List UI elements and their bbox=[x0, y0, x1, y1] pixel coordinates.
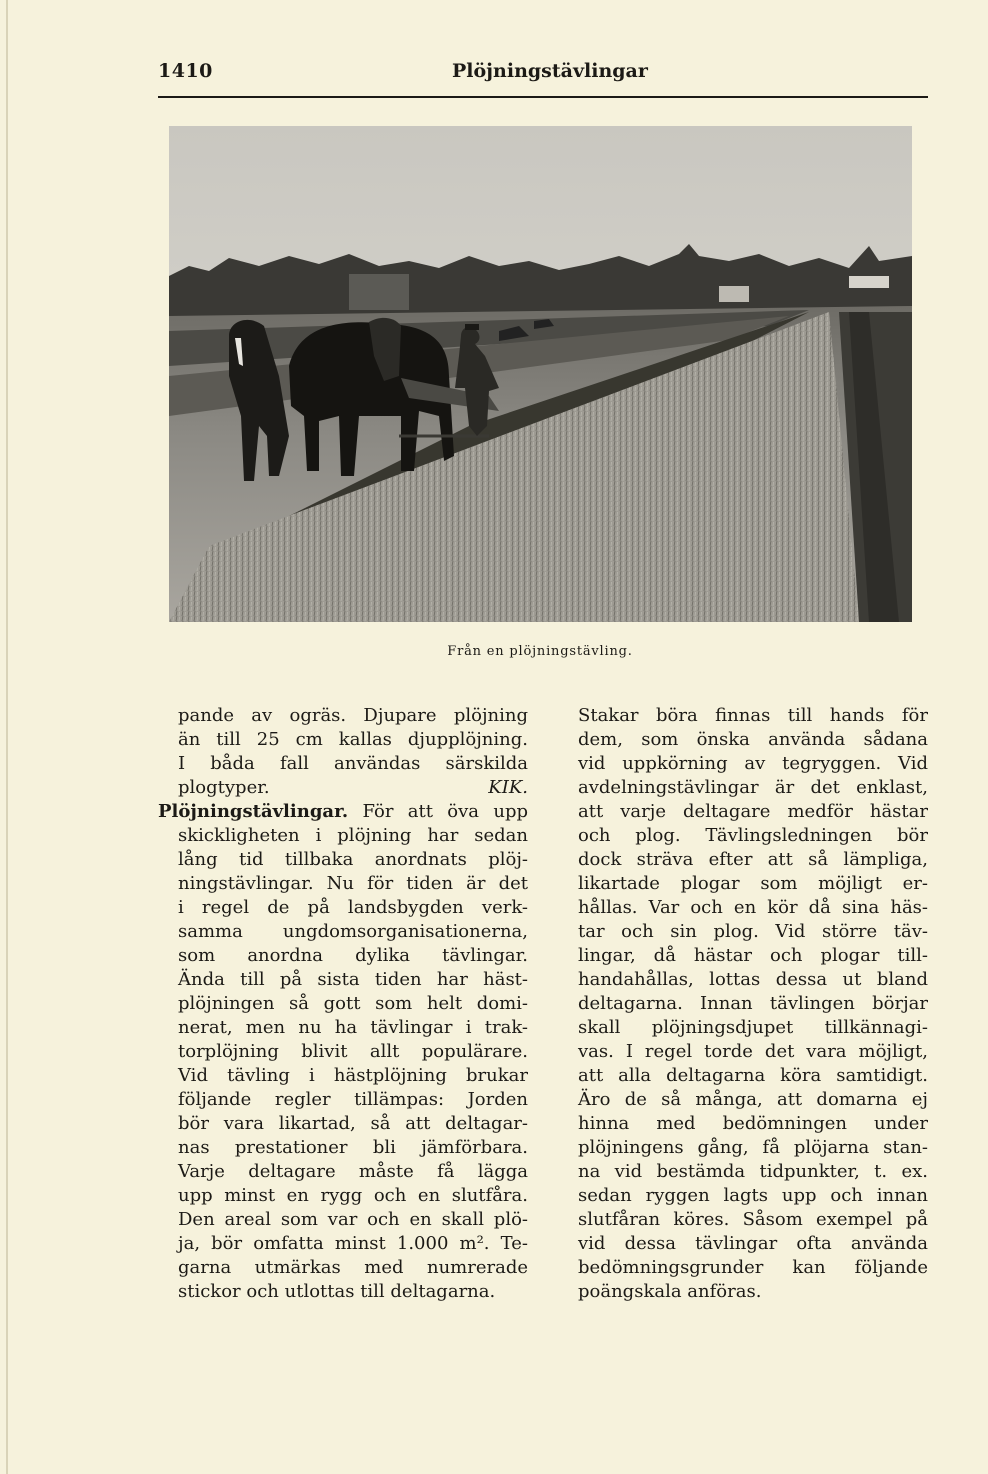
text-line: hinna med bedömningen under bbox=[578, 1113, 928, 1134]
text-line: slutfåran köres. Såsom exempel på bbox=[578, 1209, 928, 1230]
text-line: plöjningen så gott som helt domi- bbox=[178, 993, 528, 1014]
author-signature: KIK. bbox=[488, 777, 528, 798]
text-line: garna utmärkas med numrerade bbox=[178, 1257, 528, 1278]
text-line: avdelningstävlingar är det enklast, bbox=[578, 777, 928, 798]
text-line: Äro de så många, att domarna ej bbox=[578, 1089, 928, 1110]
text-line: skickligheten i plöjning har sedan bbox=[178, 825, 528, 846]
plowing-photo bbox=[169, 126, 912, 622]
text-line: vid uppkörning av tegryggen. Vid bbox=[578, 753, 928, 774]
text-line: följande regler tillämpas: Jorden bbox=[178, 1089, 528, 1110]
text-line: torplöjning blivit allt populärare. bbox=[178, 1041, 528, 1062]
text-line: Stakar böra finnas till hands för bbox=[578, 705, 928, 726]
text-line: sedan ryggen lagts upp och innan bbox=[578, 1185, 928, 1206]
text-line: poängskala anföras. bbox=[578, 1281, 762, 1302]
text-line: bedömningsgrunder kan följande bbox=[578, 1257, 928, 1278]
photo-plowing-horses-icon bbox=[169, 126, 912, 622]
text-line: pande av ogräs. Djupare plöjning bbox=[178, 705, 528, 726]
entry-heading: Plöjningstävlingar. bbox=[158, 801, 349, 822]
right-column bbox=[578, 704, 928, 1304]
text-line: än till 25 cm kallas djupplöjning. bbox=[178, 729, 528, 750]
text-line: Den areal som var och en skall plö- bbox=[178, 1209, 528, 1230]
text-line: I båda fall användas särskilda bbox=[178, 753, 528, 774]
left-column bbox=[158, 704, 528, 1304]
text-line: stickor och utlottas till deltagarna. bbox=[178, 1281, 496, 1302]
text-line: att alla deltagarna köra samtidigt. bbox=[578, 1065, 928, 1086]
text-line: dock sträva efter att så lämpliga, bbox=[578, 849, 928, 870]
header-rule bbox=[158, 96, 928, 98]
text-line: vas. I regel torde det vara möjligt, bbox=[578, 1041, 928, 1062]
text-line: nas prestationer bli jämförbara. bbox=[178, 1137, 528, 1158]
text-line-fragment: För att öva upp bbox=[362, 801, 528, 822]
page-number: 1410 bbox=[158, 60, 213, 82]
text-line: plöjningens gång, få plöjarna stan- bbox=[578, 1137, 928, 1158]
page-header bbox=[158, 60, 928, 88]
text-line: Vid tävling i hästplöjning brukar bbox=[178, 1065, 528, 1086]
text-line: och plog. Tävlingsledningen bör bbox=[578, 825, 928, 846]
text-line: som anordna dylika tävlingar. bbox=[178, 945, 528, 966]
text-line-fragment: plogtyper. bbox=[178, 777, 270, 798]
text-line: ja, bör omfatta minst 1.000 m². Te- bbox=[178, 1233, 528, 1254]
text-line: samma ungdomsorganisationerna, bbox=[178, 921, 528, 942]
text-line: hållas. Var och en kör då sina häs- bbox=[578, 897, 928, 918]
entry-heading-line bbox=[158, 800, 528, 824]
text-line: lång tid tillbaka anordnats plöj- bbox=[178, 849, 528, 870]
text-line: tar och sin plog. Vid större täv- bbox=[578, 921, 928, 942]
signature-line bbox=[178, 776, 528, 800]
text-line: likartade plogar som möjligt er- bbox=[578, 873, 928, 894]
text-line: ningstävlingar. Nu för tiden är det bbox=[178, 873, 528, 894]
text-line: vid dessa tävlingar ofta använda bbox=[578, 1233, 928, 1254]
text-line: att varje deltagare medför hästar bbox=[578, 801, 928, 822]
text-line: Ända till på sista tiden har häst- bbox=[178, 969, 528, 990]
page-edge bbox=[6, 0, 8, 1474]
text-line: i regel de på landsbygden verk- bbox=[178, 897, 528, 918]
running-title: Plöjningstävlingar bbox=[452, 60, 648, 82]
photo-caption: Från en plöjningstävling. bbox=[447, 644, 633, 659]
text-line: dem, som önska använda sådana bbox=[578, 729, 928, 750]
text-line: lingar, då hästar och plogar till- bbox=[578, 945, 928, 966]
text-line: deltagarna. Innan tävlingen börjar bbox=[578, 993, 928, 1014]
text-line: bör vara likartad, så att deltagar- bbox=[178, 1113, 528, 1134]
text-line: handahållas, lottas dessa ut bland bbox=[578, 969, 928, 990]
text-line: Varje deltagare måste få lägga bbox=[178, 1161, 528, 1182]
text-line: na vid bestämda tidpunkter, t. ex. bbox=[578, 1161, 928, 1182]
text-line: nerat, men nu ha tävlingar i trak- bbox=[178, 1017, 528, 1038]
text-line: upp minst en rygg och en slutfåra. bbox=[178, 1185, 528, 1206]
text-line: skall plöjningsdjupet tillkännagi- bbox=[578, 1017, 928, 1038]
